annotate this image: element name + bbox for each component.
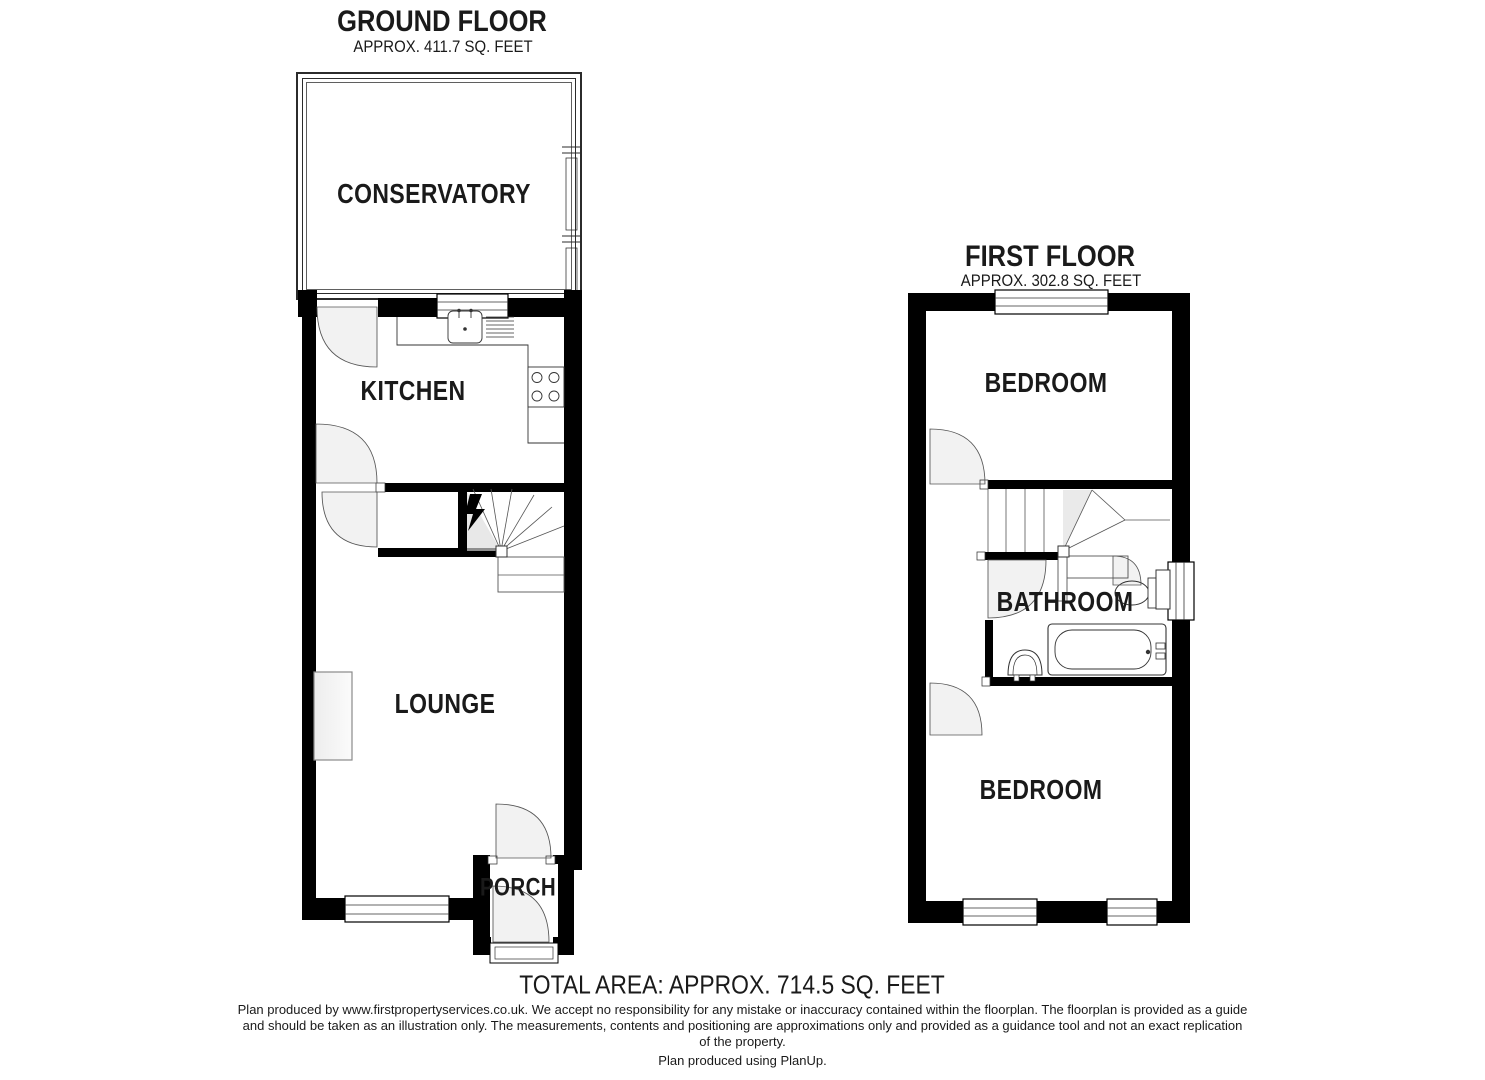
disclaimer-block — [238, 1002, 1248, 1069]
draining-board — [486, 317, 514, 337]
room-label-bathroom: BATHROOM — [996, 586, 1134, 617]
room-label-kitchen: KITCHEN — [360, 375, 466, 406]
front-bedroom-door-swing — [930, 429, 985, 484]
total-area-text: TOTAL AREA: APPROX. 714.5 SQ. FEET — [519, 969, 945, 1000]
kitchen-door-swing — [316, 424, 377, 483]
room-label-bedroom-front: BEDROOM — [984, 367, 1108, 398]
rear-bedroom-window-right — [1107, 899, 1157, 925]
kitchen-sink — [448, 309, 482, 343]
lounge-window — [345, 896, 449, 922]
room-label-porch: PORCH — [479, 873, 557, 902]
wash-basin — [1008, 650, 1042, 681]
first-floor-title: FIRST FLOOR — [965, 240, 1135, 273]
planup-credit: Plan produced using PlanUp. — [658, 1053, 827, 1068]
first-door-swings — [930, 429, 1141, 735]
room-label-bedroom-rear: BEDROOM — [979, 774, 1103, 805]
porch-threshold — [490, 943, 558, 963]
conservatory-door-swing — [317, 307, 377, 367]
ground-staircase — [465, 489, 564, 592]
front-bedroom-window — [995, 290, 1108, 314]
first-floor-area: APPROX. 302.8 SQ. FEET — [960, 271, 1142, 290]
cupboard-door-swing — [1113, 556, 1141, 585]
room-label-conservatory: CONSERVATORY — [337, 178, 531, 209]
room-label-lounge: LOUNGE — [394, 688, 496, 719]
bathtub — [1048, 624, 1166, 675]
cooker-hob — [528, 367, 564, 407]
disclaimer-text: Plan produced by www.firstpropertyservices.co.uk. We accept no responsibility for any mistake or inaccuracy contained within the floorplan. The floorplan is provided as a guide and should be taken as an illustration only. The measurements, contents and positioning are approximations only and provided as a guidance tool and not an exact replication of the property. — [237, 1002, 1248, 1049]
bathroom-window — [1168, 562, 1194, 620]
rear-bedroom-window-left — [963, 899, 1037, 925]
porch-inner-door-swing — [496, 804, 551, 858]
chimney-breast — [314, 672, 352, 760]
ground-floor-title: GROUND FLOOR — [337, 5, 547, 38]
ground-floor-area: APPROX. 411.7 SQ. FEET — [353, 37, 533, 56]
lounge-door-swing — [322, 492, 377, 547]
rear-bedroom-door-swing — [930, 683, 982, 735]
